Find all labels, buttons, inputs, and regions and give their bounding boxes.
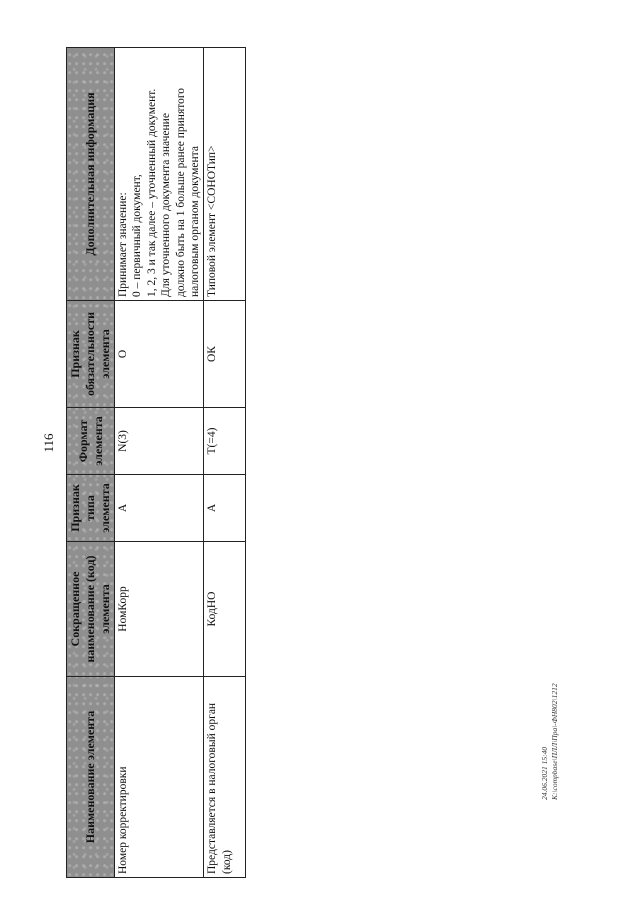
footer-note-line2: К:\compbase\ПЛЛ\Пра\-ФН802\1212 bbox=[549, 683, 559, 800]
footer-note-line1: 24.06.2021 15:40 bbox=[540, 746, 549, 800]
info-line: Типовой элемент <СОНОТип> bbox=[206, 145, 219, 297]
cell-element-format: N(3) bbox=[115, 408, 204, 475]
page-number: 116 bbox=[41, 433, 56, 453]
cell-element-required: ОК bbox=[204, 301, 246, 408]
cell-element-type: А bbox=[115, 475, 204, 542]
cell-element-required: О bbox=[115, 301, 204, 408]
info-line: 1, 2, 3 и так далее – уточненный документ. bbox=[145, 88, 158, 297]
table-header-row bbox=[67, 48, 115, 878]
table-row bbox=[204, 48, 246, 878]
cell-element-type: А bbox=[204, 475, 246, 542]
footer-note bbox=[540, 620, 560, 800]
cell-element-code: НомКорр bbox=[115, 542, 204, 677]
element-spec-table bbox=[66, 47, 246, 878]
table-rotated-inner bbox=[66, 48, 233, 878]
info-line: Принимает значение: bbox=[117, 192, 129, 297]
header-element-required: Признак обязательности элемента bbox=[67, 301, 115, 408]
header-element-format: Формат элемента bbox=[67, 408, 115, 475]
table-row bbox=[115, 48, 204, 878]
cell-element-name: Номер корректировки bbox=[115, 677, 204, 878]
info-line: должно быть на 1 больше ранее принятого bbox=[174, 87, 187, 297]
cell-element-format: T(=4) bbox=[204, 408, 246, 475]
info-line: налоговым органом документа bbox=[188, 146, 201, 297]
info-line: 0 – первичный документ, bbox=[131, 174, 144, 297]
cell-element-name: Представляется в налоговый орган (код) bbox=[204, 677, 246, 878]
header-element-name: Наименование элемента bbox=[67, 677, 115, 878]
header-additional-info: Дополнительная информация bbox=[67, 48, 115, 301]
header-element-type: Признак типа элемента bbox=[67, 475, 115, 542]
info-line: Для уточненного документа значение bbox=[160, 113, 173, 297]
cell-additional-info bbox=[115, 48, 204, 301]
header-element-code: Сокращенное наименование (код) элемента bbox=[67, 542, 115, 677]
cell-additional-info bbox=[204, 48, 246, 301]
cell-element-code: КодНО bbox=[204, 542, 246, 677]
